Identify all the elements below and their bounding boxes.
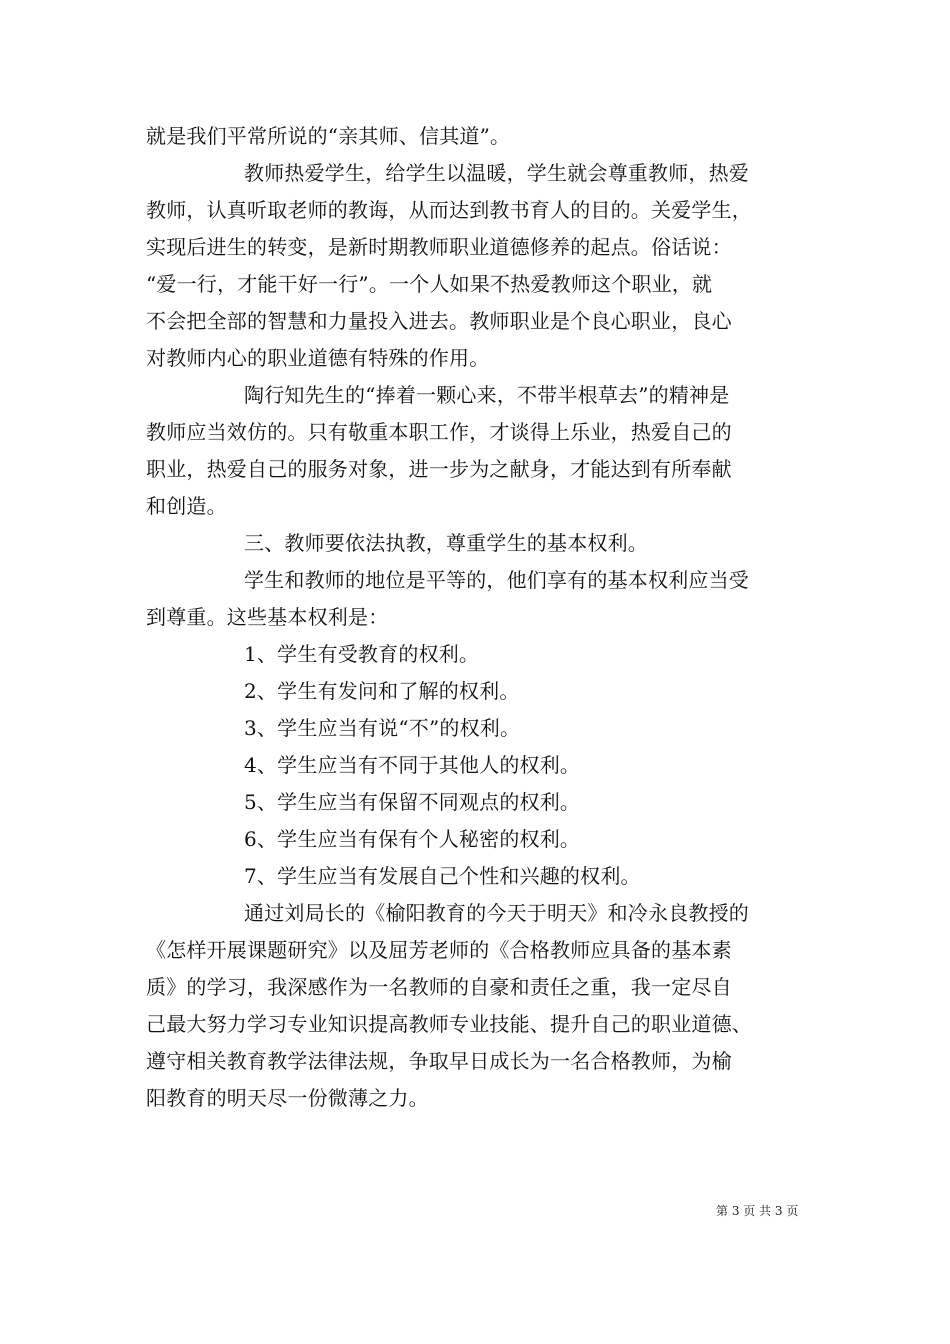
text-line: 职业，热爱自己的服务对象，进一步为之献身，才能达到有所奉献 [146,457,732,481]
list-item: 4、学生应当有不同于其他人的权利。 [244,753,581,777]
text-line: 陶行知先生的“捧着一颗心来，不带半根草去”的精神是 [244,383,730,407]
list-item: 3、学生应当有说“不”的权利。 [244,716,521,740]
text-line: 教师，认真听取老师的教诲，从而达到教书育人的目的。关爱学生， [146,198,752,222]
text-line: 到尊重。这些基本权利是： [146,605,389,629]
list-item: 7、学生应当有发展自己个性和兴趣的权利。 [244,864,641,888]
text-line: 《怎样开展课题研究》以及屈芳老师的《合格教师应具备的基本素 [146,938,732,962]
text-line: 学生和教师的地位是平等的，他们享有的基本权利应当受 [244,568,749,592]
text-line: 就是我们平常所说的“亲其师、信其道”。 [146,124,511,148]
text-line: 己最大努力学习专业知识提高教师专业技能、提升自己的职业道德、 [146,1012,752,1036]
document-body [146,118,806,1117]
text-line: 不会把全部的智慧和力量投入进去。教师职业是个良心职业，良心 [146,309,732,333]
text-line: 教师热爱学生，给学生以温暖，学生就会尊重教师，热爱 [244,161,749,185]
text-line: 教师应当效仿的。只有敬重本职工作，才谈得上乐业，热爱自己的 [146,420,732,444]
list-item: 2、学生有发问和了解的权利。 [244,679,520,703]
text-line: 阳教育的明天尽一份微薄之力。 [146,1086,429,1110]
text-line: 遵守相关教育教学法律法规，争取早日成长为一名合格教师，为榆 [146,1049,732,1073]
list-item: 1、学生有受教育的权利。 [244,642,480,666]
text-line: 通过刘局长的《榆阳教育的今天于明天》和冷永良教授的 [244,901,749,925]
list-item: 5、学生应当有保留不同观点的权利。 [244,790,581,814]
list-item: 6、学生应当有保有个人秘密的权利。 [244,827,581,851]
text-line: 对教师内心的职业道德有特殊的作用。 [146,346,490,370]
section-heading: 三、教师要依法执教，尊重学生的基本权利。 [244,531,648,555]
page-number-footer: 第 3 页 共 3 页 [716,1204,799,1218]
text-line: 实现后进生的转变，是新时期教师职业道德修养的起点。俗话说： [146,235,732,259]
text-line: 质》的学习，我深感作为一名教师的自豪和责任之重，我一定尽自 [146,975,732,999]
text-line: “爱一行，才能干好一行”。一个人如果不热爱教师这个职业，就 [146,272,713,296]
text-line: 和创造。 [146,494,227,518]
